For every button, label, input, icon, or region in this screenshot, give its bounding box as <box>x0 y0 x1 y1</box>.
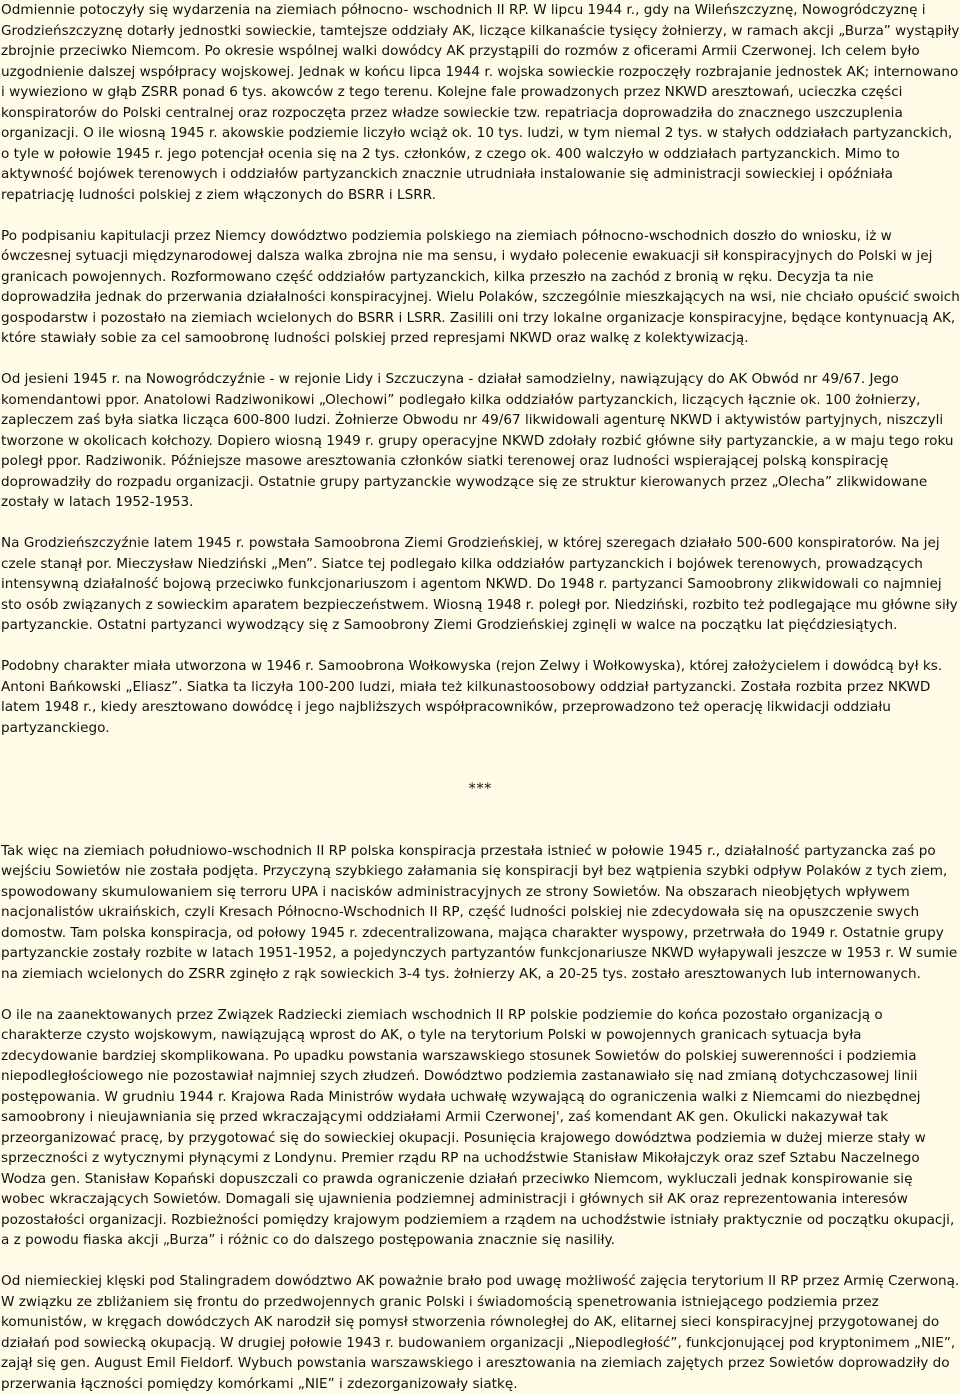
paragraph-gap <box>1 513 960 534</box>
paragraph-8: Od niemieckiej klęski pod Stalingradem dowództwo AK poważnie brało pod uwagę możliwość zajęcia terytorium II RP przez Armię Czerwoną. W związku ze zbliżaniem się frontu do przedwojennych granic Polski i świadomością spenetrowania istniejącego podziemia przez komunistów, w kręgach dowódczych AK narodził się pomysł stworzenia równoległej do AK, elitarnej sieci konspiracyjnej przygotowanej do działań pod sowiecką okupacją. W drugiej połowie 1943 r. budowaniem organizacji „Niepodległość”, funkcjonującej pod kryptonimem „NIE”, zajął się gen. August Emil Fieldorf. Wybuch powstania warszawskiego i aresztowania na ziemiach zajętych przez Sowietów doprowadziły do przerwania łączności pomiędzy komórkami „NIE” i zdezorganizowały siatkę. <box>1 1273 960 1392</box>
paragraph-6: Tak więc na ziemiach południowo-wschodnich II RP polska konspiracja przestała istnieć w połowie 1945 r., działalność partyzancka zaś po wejściu Sowietów nie została podjęta. Przyczyną szybkiego załamania się konspiracji był bez wątpienia szybki odpływ Polaków z tych ziem, spowodowany skumulowaniem się terroru UPA i nacisków administracyjnych ze strony Sowietów. Na obszarach nieobjętych wpływem nacjonalistów ukraińskich, czyli Kresach Północno-Wschodnich II RP, część ludności polskiej nie zdecydowała się na opuszczenie swych domostw. Tam polska konspiracja, od połowy 1945 r. zdecentralizowana, mająca charakter wyspowy, przetrwała do 1949 r. Ostatnie grupy partyzanckie zostały rozbite w latach 1951-1952, a pojedynczych partyzantów funkcjonariusze NKWD wyłapywali jeszcze w 1953 r. W sumie na ziemiach wcielonych do ZSRR zginęło z rąk sowieckich 3-4 tys. żołnierzy AK, a 20-25 tys. zostało aresztowanych lub internowanych. <box>1 842 958 982</box>
paragraph-gap <box>1 984 960 1005</box>
paragraph-gap <box>1 1251 960 1272</box>
paragraph-7: O ile na zaanektowanych przez Związek Radziecki ziemiach wschodnich II RP polskie podziemie do końca pozostało organizacją o charakterze czysto wojskowym, nawiązującą wprost do AK, o tyle na terytorium Polski w powojennych granicach sytuacja była zdecydowanie bardziej skomplikowana. Po upadku powstania warszawskiego stosunek Sowietów do polskiej suwerenności i podziemia niepodległościowego nie pozostawiał najmniej szych złudzeń. Dowództwo podziemia zastanawiało się nad zmianą dotychczasowej linii postępowania. W grudniu 1944 r. Krajowa Rada Ministrów wydała uchwałę wzywającą do ograniczenia walki z Niemcami do niezbędnej samoobrony i nieujawniania się przed wkraczającymi oddziałami Armii Czerwonej', zaś komendant AK gen. Okulicki nakazywał tak przeorganizować pracę, by przygotować się do sowieckiej okupacji. Posunięcia krajowego dowództwa podziemia w dużej mierze stały w sprzeczności z wytycznymi płynącymi z Londynu. Premier rządu RP na uchodźstwie Stanisław Mikołajczyk oraz szef Sztabu Naczelnego Wodza gen. Stanisław Kopański dopuszczali co prawda ograniczenie działań przeciwko Niemcom, wykluczali jednak konspirowanie się wobec wkraczających Sowietów. Domagali się ujawnienia podziemnej administracji i głównych sił AK oraz reprezentowania interesów pozostałości organizacji. Rozbieżności pomiędzy krajowym podziemiem a rządem na uchodźstwie istniały praktycznie od początku okupacji, a z powodu fiaska akcji „Burza” i różnic co do dalszego postępowania znacznie się nasiliły. <box>1 1006 955 1248</box>
paragraph-4: Na Grodzieńszczyźnie latem 1945 r. powstała Samoobrona Ziemi Grodzieńskiej, w której szeregach działało 500-600 konspiratorów. Na jej czele stanął por. Mieczysław Niedziński „Men”. Siatce tej podlegało kilka oddziałów partyzanckich i bojówek terenowych, prowadzących intensywną działalność bojową przeciwko funkcjonariuszom i agentom NKWD. Do 1948 r. partyzanci Samoobrony zlikwidowali co najmniej sto osób związanych z sowieckim aparatem bezpieczeństwem. Wiosną 1948 r. poległ por. Niedziński, rozbito też podlegające mu główne siły partyzanckie. Ostatni partyzanci wywodzący się z Samoobrony Ziemi Grodzieńskiej zginęli w walce na początku lat pięćdziesiątych. <box>1 535 958 633</box>
paragraph-gap <box>1 205 960 226</box>
section-separator: *** <box>468 781 493 797</box>
paragraph-3: Od jesieni 1945 r. na Nowogródczyźnie - w rejonie Lidy i Szczuczyna - działał samodzielny, nawiązujący do AK Obwód nr 49/67. Jego komendantowi ppor. Anatolowi Radziwonikowi „Olechowi” podlegało kilka oddziałów partyzanckich, liczących łącznie ok. 100 żołnierzy, zapleczem zaś była siatka licząca 600-800 ludzi. Żołnierze Obwodu nr 49/67 likwidowali agenturę NKWD i aktywistów partyjnych, niszczyli tworzone w okolicach kołchozy. Dopiero wiosną 1949 r. grupy operacyjne NKWD zdołały rozbić główne siły partyzanckie, a w maju tego roku poległ ppor. Radziwonik. Późniejsze masowe aresztowania członków siatki terenowej oraz ludności wspierającej polską konspirację doprowadziły do rozpadu organizacji. Ostatnie grupy partyzanckie wywodzące się ze struktur kierowanych przez „Olecha” zlikwidowane zostały w latach 1952-1953. <box>1 371 954 510</box>
paragraph-gap <box>1 800 960 841</box>
paragraph-2: Po podpisaniu kapitulacji przez Niemcy dowództwo podziemia polskiego na ziemiach północno-wschodnich doszło do wniosku, iż w ówczesnej sytuacji międzynarodowej dalsza walka zbrojna nie ma sensu, i wydało polecenie ewakuacji sił konspiracyjnych do Polski w jej granicach powojennych. Rozformowano część oddziałów partyzanckich, kilka przeszło na zachód z bronią w ręku. Decyzja ta nie doprowadziła jednak do przerwania działalności konspiracyjnej. Wielu Polaków, szczególnie mieszkających na wsi, nie chciało opuścić swoich gospodarstw i pozostało na ziemiach wcielonych do BSRR i LSRR. Zasilili oni trzy lokalne organizacje konspiracyjne, będące kontynuacją AK, które stawiały sobie za cel samoobronę ludności polskiej przed represjami NKWD oraz walkę z kolektywizacją. <box>1 227 960 346</box>
paragraph-gap <box>1 349 960 370</box>
paragraph-1: Odmiennie potoczyły się wydarzenia na ziemiach północno- wschodnich II RP. W lipcu 1944 r., gdy na Wileńszczyznę, Nowogródczyznę i Grodzieńszczyznę dotarły jednostki sowieckie, tamtejsze oddziały AK, liczące kilkanaście tysięcy żołnierzy, w ramach akcji „Burza” wystąpiły zbrojnie przeciwko Niemcom. Po okresie wspólnej walki dowódcy AK przystąpili do rozmów z oficerami Armii Czerwonej. Ich celem było uzgodnienie dalszej współpracy wojskowej. Jednak w końcu lipca 1944 r. wojska sowieckie rozpoczęły rozbrajanie jednostek AK; internowano i wywieziono w głąb ZSRR ponad 6 tys. akowców z tego terenu. Kolejne fale prowadzonych przez NKWD aresztowań, ucieczka części konspiratorów do Polski centralnej oraz rozpoczęta przez władze sowieckie tzw. repatriacja doprowadziła do znacznego uszczuplenia organizacji. O ile wiosną 1945 r. akowskie podziemie liczyło wciąż ok. 10 tys. ludzi, w tym niemal 2 tys. w stałych oddziałach partyzanckich, o tyle w połowie 1945 r. jego potencjał ocenia się na 2 tys. członków, z czego ok. 400 walczyło w oddziałach partyzanckich. Mimo to aktywność bojówek terenowych i oddziałów partyzanckich znacznie utrudniała instalowanie się administracji sowieckiej i opóźniała repatriację ludności polskiej z ziem włączonych do BSRR i LSRR. <box>1 2 960 203</box>
paragraph-gap <box>1 636 960 657</box>
paragraph-gap <box>1 738 960 779</box>
paragraph-5: Podobny charakter miała utworzona w 1946 r. Samoobrona Wołkowyska (rejon Zelwy i Wołkowyska), której założycielem i dowódcą był ks. Antoni Bańkowski „Eliasz”. Siatka ta liczyła 100-200 ludzi, miała też kilkunastoosobowy oddział partyzancki. Została rozbita przez NKWD latem 1948 r., kiedy aresztowano dowódcę i jego najbliższych współpracowników, przeprowadzono też operację likwidacji oddziału partyzanckiego. <box>1 658 943 736</box>
